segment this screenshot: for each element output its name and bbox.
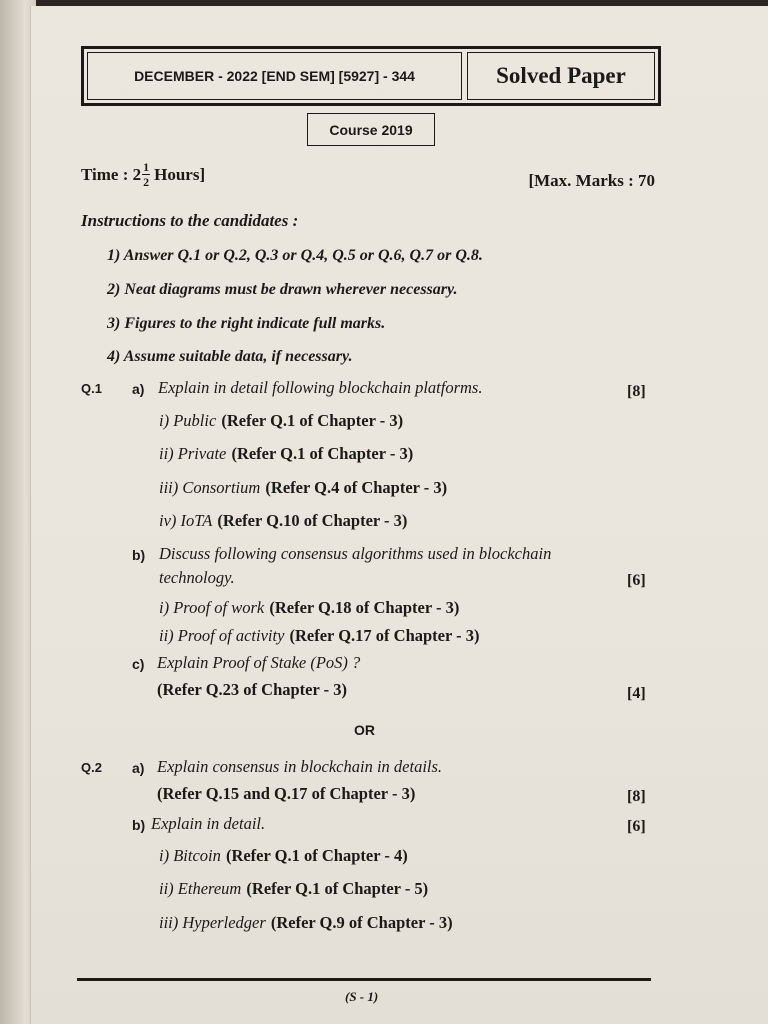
subquestion-label: b): [132, 817, 146, 833]
instruction-item: 4) Assume suitable data, if necessary.: [107, 348, 353, 365]
marks: [4]: [627, 685, 646, 702]
header-box: [81, 46, 661, 106]
footer-rule: [77, 978, 651, 981]
exam-code: DECEMBER - 2022 [END SEM] [5927] - 344: [87, 52, 462, 100]
item-text: iii) Hyperledger: [159, 913, 266, 932]
marks: [6]: [627, 818, 646, 835]
max-marks: [Max. Marks : 70: [528, 171, 655, 190]
time-fraction: [142, 161, 150, 188]
question-text: Explain in detail following blockchain platforms.: [158, 378, 483, 397]
list-item: [159, 511, 407, 531]
list-item: [159, 444, 413, 464]
item-text: iii) Consortium: [159, 478, 261, 497]
question-text: technology.: [159, 568, 235, 587]
chapter-reference: (Refer Q.1 of Chapter - 4): [225, 846, 408, 865]
list-item: [159, 478, 447, 498]
chapter-reference: (Refer Q.9 of Chapter - 3): [270, 913, 453, 932]
or-separator: OR: [354, 722, 375, 738]
question-text: Discuss following consensus algorithms used in blockchain: [159, 544, 552, 563]
question-number: Q.2: [81, 760, 102, 775]
time-duration: [81, 161, 205, 188]
subquestion-label: a): [132, 381, 145, 397]
list-item: [159, 913, 453, 933]
subquestion-label: b): [132, 547, 146, 563]
time-suffix: Hours]: [154, 164, 206, 184]
marks: [8]: [627, 383, 646, 400]
marks: [8]: [627, 788, 646, 805]
list-item: [159, 626, 480, 646]
list-item: [159, 879, 428, 899]
chapter-reference: (Refer Q.1 of Chapter - 3): [231, 444, 414, 463]
item-text: ii) Private: [159, 444, 227, 463]
item-text: i) Public: [159, 411, 217, 430]
fraction-denominator: 2: [143, 175, 150, 189]
chapter-reference: (Refer Q.18 of Chapter - 3): [269, 598, 460, 617]
list-item: [159, 411, 403, 431]
chapter-reference: (Refer Q.15 and Q.17 of Chapter - 3): [157, 784, 416, 803]
item-text: i) Bitcoin: [159, 846, 221, 865]
chapter-reference: (Refer Q.4 of Chapter - 3): [265, 478, 448, 497]
exam-page: [30, 6, 768, 1024]
fraction-numerator: 1: [143, 160, 150, 174]
question-text: Explain consensus in blockchain in details.: [157, 757, 443, 776]
chapter-reference: (Refer Q.10 of Chapter - 3): [217, 511, 408, 530]
instructions-heading: Instructions to the candidates :: [81, 211, 299, 230]
item-text: ii) Proof of activity: [159, 626, 285, 645]
list-item: [159, 846, 408, 866]
course-label: Course 2019: [307, 113, 435, 146]
chapter-reference: (Refer Q.1 of Chapter - 3): [221, 411, 404, 430]
chapter-reference: (Refer Q.17 of Chapter - 3): [289, 626, 480, 645]
solved-paper-label: Solved Paper: [467, 52, 655, 100]
item-text: ii) Ethereum: [159, 879, 242, 898]
instruction-item: 3) Figures to the right indicate full marks.: [107, 315, 386, 332]
chapter-reference: (Refer Q.23 of Chapter - 3): [157, 680, 348, 699]
subquestion-label: c): [132, 656, 145, 672]
instruction-item: 1) Answer Q.1 or Q.2, Q.3 or Q.4, Q.5 or Q.6, Q.7 or Q.8.: [107, 247, 483, 264]
instruction-item: 2) Neat diagrams must be drawn wherever necessary.: [107, 281, 458, 298]
page-number: (S - 1): [345, 989, 379, 1004]
list-item: [159, 598, 459, 618]
item-text: iv) IoTA: [159, 511, 213, 530]
subquestion-label: a): [132, 760, 145, 776]
question-number: Q.1: [81, 381, 102, 396]
chapter-reference: (Refer Q.1 of Chapter - 5): [246, 879, 429, 898]
time-prefix: Time : 2: [81, 164, 142, 184]
question-text: Explain in detail.: [151, 814, 266, 833]
item-text: i) Proof of work: [159, 598, 265, 617]
question-text: Explain Proof of Stake (PoS) ?: [157, 653, 361, 672]
marks: [6]: [627, 572, 646, 589]
